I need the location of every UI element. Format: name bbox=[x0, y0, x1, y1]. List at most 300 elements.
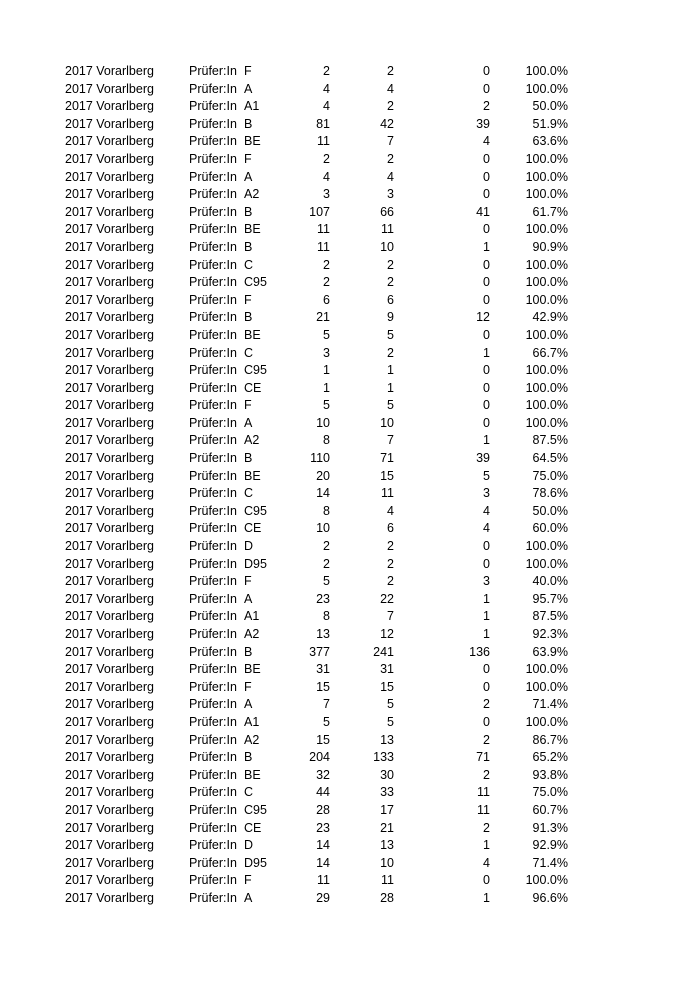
table-row bbox=[0, 661, 700, 679]
pass-rate-cell: 100.0% bbox=[525, 169, 568, 184]
class-cell: F bbox=[244, 398, 252, 413]
failed-count-cell: 2 bbox=[483, 820, 490, 835]
role-cell: Prüfer:In bbox=[189, 151, 237, 166]
total-count-cell: 4 bbox=[323, 99, 330, 114]
total-count-cell: 3 bbox=[323, 345, 330, 360]
role-cell: Prüfer:In bbox=[189, 785, 237, 800]
class-cell: A2 bbox=[244, 627, 260, 641]
table-row bbox=[0, 98, 700, 116]
role-cell: Prüfer:In bbox=[189, 574, 237, 589]
passed-count-cell: 2 bbox=[387, 574, 394, 589]
pass-rate-cell: 50.0% bbox=[532, 99, 568, 114]
table-row bbox=[0, 872, 700, 890]
table-row bbox=[0, 802, 700, 820]
failed-count-cell: 1 bbox=[483, 239, 490, 254]
total-count-cell: 23 bbox=[316, 591, 330, 606]
class-cell: B bbox=[244, 116, 253, 131]
failed-count-cell: 1 bbox=[483, 345, 490, 360]
table-row bbox=[0, 345, 700, 363]
class-cell: C bbox=[244, 486, 254, 501]
pass-rate-cell: 61.7% bbox=[532, 204, 568, 219]
class-cell: C95 bbox=[244, 802, 267, 817]
region-cell: 2017 Vorarlberg bbox=[65, 151, 154, 166]
region-cell: 2017 Vorarlberg bbox=[65, 873, 154, 888]
failed-count-cell: 0 bbox=[483, 363, 490, 378]
total-count-cell: 28 bbox=[316, 802, 330, 817]
pass-rate-cell: 60.7% bbox=[532, 802, 568, 817]
total-count-cell: 110 bbox=[310, 451, 330, 466]
failed-count-cell: 4 bbox=[483, 134, 490, 149]
failed-count-cell: 41 bbox=[476, 204, 490, 219]
total-count-cell: 2 bbox=[323, 257, 330, 272]
table-row bbox=[0, 468, 700, 486]
table-row bbox=[0, 204, 700, 222]
failed-count-cell: 2 bbox=[483, 99, 490, 114]
passed-count-cell: 4 bbox=[387, 169, 394, 184]
passed-count-cell: 7 bbox=[387, 134, 394, 149]
role-cell: Prüfer:In bbox=[189, 116, 237, 131]
class-cell: D95 bbox=[244, 855, 267, 870]
failed-count-cell: 4 bbox=[483, 855, 490, 870]
region-cell: 2017 Vorarlberg bbox=[65, 820, 154, 835]
role-cell: Prüfer:In bbox=[189, 890, 237, 905]
region-cell: 2017 Vorarlberg bbox=[65, 292, 154, 307]
table-row bbox=[0, 538, 700, 556]
region-cell: 2017 Vorarlberg bbox=[65, 451, 154, 466]
failed-count-cell: 0 bbox=[483, 539, 490, 554]
region-cell: 2017 Vorarlberg bbox=[65, 310, 154, 325]
region-cell: 2017 Vorarlberg bbox=[65, 398, 154, 413]
class-cell: A bbox=[244, 591, 253, 606]
passed-count-cell: 66 bbox=[380, 204, 394, 219]
class-cell: C bbox=[244, 345, 254, 360]
passed-count-cell: 28 bbox=[380, 890, 394, 905]
passed-count-cell: 7 bbox=[387, 609, 394, 624]
failed-count-cell: 1 bbox=[483, 838, 490, 853]
table-row bbox=[0, 732, 700, 750]
role-cell: Prüfer:In bbox=[189, 750, 237, 765]
failed-count-cell: 0 bbox=[483, 380, 490, 395]
class-cell: A1 bbox=[244, 99, 260, 114]
table-row bbox=[0, 63, 700, 81]
passed-count-cell: 31 bbox=[380, 662, 394, 677]
region-cell: 2017 Vorarlberg bbox=[65, 591, 154, 606]
passed-count-cell: 2 bbox=[387, 257, 394, 272]
table-row bbox=[0, 608, 700, 626]
failed-count-cell: 39 bbox=[476, 116, 490, 131]
total-count-cell: 8 bbox=[323, 503, 330, 518]
table-row bbox=[0, 767, 700, 785]
passed-count-cell: 6 bbox=[387, 292, 394, 307]
table-row bbox=[0, 890, 700, 908]
total-count-cell: 11 bbox=[317, 134, 330, 149]
region-cell: 2017 Vorarlberg bbox=[65, 662, 154, 677]
table-row bbox=[0, 186, 700, 204]
class-cell: CE bbox=[244, 521, 262, 536]
table-row bbox=[0, 292, 700, 310]
failed-count-cell: 0 bbox=[483, 292, 490, 307]
class-cell: A2 bbox=[244, 187, 260, 202]
table-row bbox=[0, 309, 700, 327]
pass-rate-cell: 100.0% bbox=[525, 187, 568, 202]
passed-count-cell: 241 bbox=[373, 644, 394, 659]
table-row bbox=[0, 626, 700, 644]
pass-rate-cell: 96.6% bbox=[532, 890, 568, 905]
table-row bbox=[0, 837, 700, 855]
region-cell: 2017 Vorarlberg bbox=[65, 714, 154, 729]
class-cell: D bbox=[244, 539, 254, 554]
table-row bbox=[0, 573, 700, 591]
total-count-cell: 81 bbox=[316, 116, 330, 131]
total-count-cell: 32 bbox=[316, 767, 330, 782]
class-cell: CE bbox=[244, 380, 262, 395]
total-count-cell: 11 bbox=[317, 239, 330, 254]
class-cell: BE bbox=[244, 468, 261, 483]
region-cell: 2017 Vorarlberg bbox=[65, 275, 154, 290]
role-cell: Prüfer:In bbox=[189, 451, 237, 466]
pass-rate-cell: 100.0% bbox=[525, 398, 568, 413]
passed-count-cell: 2 bbox=[387, 151, 394, 166]
table-row bbox=[0, 855, 700, 873]
failed-count-cell: 0 bbox=[483, 679, 490, 694]
passed-count-cell: 4 bbox=[387, 81, 394, 96]
failed-count-cell: 1 bbox=[483, 890, 490, 905]
role-cell: Prüfer:In bbox=[189, 310, 237, 325]
class-cell: A1 bbox=[244, 609, 260, 624]
total-count-cell: 15 bbox=[316, 679, 330, 694]
class-cell: B bbox=[244, 451, 253, 466]
pass-rate-cell: 100.0% bbox=[525, 679, 568, 694]
table-row bbox=[0, 116, 700, 134]
passed-count-cell: 2 bbox=[387, 275, 394, 290]
pass-rate-cell: 100.0% bbox=[525, 275, 568, 290]
table-row bbox=[0, 520, 700, 538]
total-count-cell: 4 bbox=[323, 81, 330, 96]
total-count-cell: 2 bbox=[323, 556, 330, 571]
total-count-cell: 21 bbox=[316, 310, 330, 325]
role-cell: Prüfer:In bbox=[189, 732, 237, 747]
pass-rate-cell: 100.0% bbox=[525, 539, 568, 554]
total-count-cell: 5 bbox=[323, 714, 330, 729]
region-cell: 2017 Vorarlberg bbox=[65, 380, 154, 395]
role-cell: Prüfer:In bbox=[189, 486, 237, 501]
total-count-cell: 29 bbox=[316, 890, 330, 905]
table-row bbox=[0, 362, 700, 380]
pass-rate-cell: 100.0% bbox=[525, 222, 568, 237]
failed-count-cell: 0 bbox=[483, 662, 490, 677]
table-row bbox=[0, 151, 700, 169]
passed-count-cell: 9 bbox=[387, 310, 394, 325]
failed-count-cell: 2 bbox=[483, 697, 490, 712]
pass-rate-cell: 100.0% bbox=[525, 151, 568, 166]
total-count-cell: 2 bbox=[323, 539, 330, 554]
class-cell: F bbox=[244, 151, 252, 166]
total-count-cell: 20 bbox=[316, 468, 330, 483]
table-row bbox=[0, 81, 700, 99]
total-count-cell: 31 bbox=[316, 662, 330, 677]
role-cell: Prüfer:In bbox=[189, 521, 237, 536]
passed-count-cell: 11 bbox=[381, 222, 394, 237]
total-count-cell: 5 bbox=[323, 327, 330, 342]
table-row bbox=[0, 714, 700, 732]
role-cell: Prüfer:In bbox=[189, 609, 237, 624]
role-cell: Prüfer:In bbox=[189, 398, 237, 413]
passed-count-cell: 1 bbox=[387, 380, 394, 395]
total-count-cell: 13 bbox=[316, 627, 330, 641]
passed-count-cell: 11 bbox=[381, 486, 394, 501]
failed-count-cell: 0 bbox=[483, 169, 490, 184]
passed-count-cell: 1 bbox=[387, 363, 394, 378]
pass-rate-cell: 51.9% bbox=[532, 116, 568, 131]
class-cell: CE bbox=[244, 820, 262, 835]
pass-rate-cell: 92.9% bbox=[532, 838, 568, 853]
role-cell: Prüfer:In bbox=[189, 855, 237, 870]
passed-count-cell: 30 bbox=[380, 767, 394, 782]
pass-rate-cell: 100.0% bbox=[525, 292, 568, 307]
region-cell: 2017 Vorarlberg bbox=[65, 81, 154, 96]
class-cell: C bbox=[244, 257, 254, 272]
failed-count-cell: 1 bbox=[483, 591, 490, 606]
role-cell: Prüfer:In bbox=[189, 81, 237, 96]
passed-count-cell: 3 bbox=[387, 187, 394, 202]
region-cell: 2017 Vorarlberg bbox=[65, 802, 154, 817]
total-count-cell: 107 bbox=[309, 204, 330, 219]
region-cell: 2017 Vorarlberg bbox=[65, 679, 154, 694]
class-cell: A1 bbox=[244, 714, 260, 729]
table-row bbox=[0, 327, 700, 345]
role-cell: Prüfer:In bbox=[189, 222, 237, 237]
class-cell: B bbox=[244, 644, 253, 659]
pass-rate-cell: 100.0% bbox=[525, 714, 568, 729]
class-cell: BE bbox=[244, 767, 261, 782]
role-cell: Prüfer:In bbox=[189, 468, 237, 483]
total-count-cell: 11 bbox=[317, 873, 330, 888]
region-cell: 2017 Vorarlberg bbox=[65, 116, 154, 131]
table-row bbox=[0, 696, 700, 714]
role-cell: Prüfer:In bbox=[189, 838, 237, 853]
role-cell: Prüfer:In bbox=[189, 134, 237, 149]
role-cell: Prüfer:In bbox=[189, 539, 237, 554]
passed-count-cell: 17 bbox=[380, 802, 394, 817]
passed-count-cell: 13 bbox=[380, 732, 394, 747]
failed-count-cell: 12 bbox=[476, 310, 490, 325]
failed-count-cell: 0 bbox=[483, 151, 490, 166]
role-cell: Prüfer:In bbox=[189, 64, 237, 78]
table-row bbox=[0, 432, 700, 450]
passed-count-cell: 5 bbox=[387, 697, 394, 712]
total-count-cell: 23 bbox=[316, 820, 330, 835]
table-row bbox=[0, 820, 700, 838]
region-cell: 2017 Vorarlberg bbox=[65, 169, 154, 184]
region-cell: 2017 Vorarlberg bbox=[65, 415, 154, 430]
table-row bbox=[0, 679, 700, 697]
passed-count-cell: 15 bbox=[380, 679, 394, 694]
pass-rate-cell: 100.0% bbox=[525, 327, 568, 342]
pass-rate-cell: 100.0% bbox=[525, 380, 568, 395]
table-row bbox=[0, 169, 700, 187]
class-cell: F bbox=[244, 574, 252, 589]
failed-count-cell: 2 bbox=[483, 767, 490, 782]
pass-rate-cell: 42.9% bbox=[532, 310, 568, 325]
region-cell: 2017 Vorarlberg bbox=[65, 855, 154, 870]
total-count-cell: 10 bbox=[316, 415, 330, 430]
pass-rate-cell: 90.9% bbox=[532, 239, 568, 254]
total-count-cell: 1 bbox=[323, 363, 330, 378]
failed-count-cell: 1 bbox=[483, 433, 490, 448]
class-cell: A bbox=[244, 169, 253, 184]
region-cell: 2017 Vorarlberg bbox=[65, 767, 154, 782]
region-cell: 2017 Vorarlberg bbox=[65, 785, 154, 800]
total-count-cell: 2 bbox=[323, 64, 330, 78]
pass-rate-cell: 100.0% bbox=[525, 81, 568, 96]
failed-count-cell: 11 bbox=[477, 785, 490, 800]
region-cell: 2017 Vorarlberg bbox=[65, 433, 154, 448]
failed-count-cell: 0 bbox=[483, 398, 490, 413]
role-cell: Prüfer:In bbox=[189, 591, 237, 606]
total-count-cell: 14 bbox=[316, 855, 330, 870]
region-cell: 2017 Vorarlberg bbox=[65, 838, 154, 853]
table-row bbox=[0, 503, 700, 521]
passed-count-cell: 21 bbox=[380, 820, 394, 835]
pass-rate-cell: 100.0% bbox=[525, 64, 568, 78]
role-cell: Prüfer:In bbox=[189, 679, 237, 694]
region-cell: 2017 Vorarlberg bbox=[65, 750, 154, 765]
total-count-cell: 2 bbox=[323, 275, 330, 290]
class-cell: F bbox=[244, 64, 252, 78]
total-count-cell: 8 bbox=[323, 609, 330, 624]
region-cell: 2017 Vorarlberg bbox=[65, 134, 154, 149]
passed-count-cell: 33 bbox=[380, 785, 394, 800]
passed-count-cell: 10 bbox=[380, 855, 394, 870]
total-count-cell: 4 bbox=[323, 169, 330, 184]
table-row bbox=[0, 397, 700, 415]
total-count-cell: 8 bbox=[323, 433, 330, 448]
role-cell: Prüfer:In bbox=[189, 433, 237, 448]
pass-rate-cell: 93.8% bbox=[532, 767, 568, 782]
class-cell: A bbox=[244, 890, 253, 905]
class-cell: F bbox=[244, 292, 252, 307]
failed-count-cell: 1 bbox=[483, 609, 490, 624]
passed-count-cell: 2 bbox=[387, 556, 394, 571]
region-cell: 2017 Vorarlberg bbox=[65, 697, 154, 712]
passed-count-cell: 7 bbox=[387, 433, 394, 448]
total-count-cell: 11 bbox=[317, 222, 330, 237]
pass-rate-cell: 40.0% bbox=[532, 574, 568, 589]
passed-count-cell: 2 bbox=[387, 539, 394, 554]
role-cell: Prüfer:In bbox=[189, 627, 237, 641]
total-count-cell: 377 bbox=[309, 644, 330, 659]
total-count-cell: 204 bbox=[309, 750, 330, 765]
total-count-cell: 2 bbox=[323, 151, 330, 166]
region-cell: 2017 Vorarlberg bbox=[65, 486, 154, 501]
passed-count-cell: 42 bbox=[380, 116, 394, 131]
role-cell: Prüfer:In bbox=[189, 380, 237, 395]
passed-count-cell: 6 bbox=[387, 521, 394, 536]
region-cell: 2017 Vorarlberg bbox=[65, 609, 154, 624]
passed-count-cell: 22 bbox=[380, 591, 394, 606]
failed-count-cell: 0 bbox=[483, 714, 490, 729]
pass-rate-cell: 100.0% bbox=[525, 257, 568, 272]
failed-count-cell: 0 bbox=[483, 222, 490, 237]
pass-rate-cell: 75.0% bbox=[532, 468, 568, 483]
table-row bbox=[0, 644, 700, 662]
region-cell: 2017 Vorarlberg bbox=[65, 239, 154, 254]
role-cell: Prüfer:In bbox=[189, 767, 237, 782]
failed-count-cell: 0 bbox=[483, 415, 490, 430]
class-cell: C95 bbox=[244, 503, 267, 518]
role-cell: Prüfer:In bbox=[189, 204, 237, 219]
pass-rate-cell: 64.5% bbox=[532, 451, 568, 466]
class-cell: F bbox=[244, 679, 252, 694]
table-row bbox=[0, 591, 700, 609]
class-cell: BE bbox=[244, 134, 261, 149]
passed-count-cell: 4 bbox=[387, 503, 394, 518]
role-cell: Prüfer:In bbox=[189, 187, 237, 202]
total-count-cell: 15 bbox=[316, 732, 330, 747]
role-cell: Prüfer:In bbox=[189, 697, 237, 712]
role-cell: Prüfer:In bbox=[189, 363, 237, 378]
pass-rate-cell: 100.0% bbox=[525, 662, 568, 677]
region-cell: 2017 Vorarlberg bbox=[65, 204, 154, 219]
class-cell: BE bbox=[244, 222, 261, 237]
class-cell: BE bbox=[244, 662, 261, 677]
failed-count-cell: 3 bbox=[483, 574, 490, 589]
passed-count-cell: 133 bbox=[373, 750, 394, 765]
region-cell: 2017 Vorarlberg bbox=[65, 99, 154, 114]
failed-count-cell: 2 bbox=[483, 732, 490, 747]
failed-count-cell: 0 bbox=[483, 81, 490, 96]
passed-count-cell: 5 bbox=[387, 714, 394, 729]
class-cell: B bbox=[244, 310, 253, 325]
failed-count-cell: 0 bbox=[483, 257, 490, 272]
class-cell: A2 bbox=[244, 433, 260, 448]
region-cell: 2017 Vorarlberg bbox=[65, 222, 154, 237]
class-cell: C bbox=[244, 785, 254, 800]
role-cell: Prüfer:In bbox=[189, 327, 237, 342]
pass-rate-cell: 87.5% bbox=[532, 433, 568, 448]
data-table bbox=[0, 63, 700, 908]
passed-count-cell: 2 bbox=[387, 99, 394, 114]
failed-count-cell: 5 bbox=[483, 468, 490, 483]
class-cell: B bbox=[244, 239, 253, 254]
passed-count-cell: 10 bbox=[380, 415, 394, 430]
region-cell: 2017 Vorarlberg bbox=[65, 521, 154, 536]
failed-count-cell: 0 bbox=[483, 64, 490, 78]
total-count-cell: 5 bbox=[323, 574, 330, 589]
class-cell: A bbox=[244, 81, 253, 96]
pass-rate-cell: 65.2% bbox=[532, 750, 568, 765]
pass-rate-cell: 87.5% bbox=[532, 609, 568, 624]
role-cell: Prüfer:In bbox=[189, 503, 237, 518]
region-cell: 2017 Vorarlberg bbox=[65, 627, 154, 641]
class-cell: C95 bbox=[244, 275, 267, 290]
class-cell: A bbox=[244, 415, 253, 430]
passed-count-cell: 2 bbox=[387, 64, 394, 78]
failed-count-cell: 0 bbox=[483, 187, 490, 202]
failed-count-cell: 4 bbox=[483, 521, 490, 536]
pass-rate-cell: 63.9% bbox=[532, 644, 568, 659]
region-cell: 2017 Vorarlberg bbox=[65, 503, 154, 518]
table-row bbox=[0, 784, 700, 802]
pass-rate-cell: 63.6% bbox=[532, 134, 568, 149]
total-count-cell: 44 bbox=[316, 785, 330, 800]
passed-count-cell: 12 bbox=[380, 627, 394, 641]
passed-count-cell: 2 bbox=[387, 345, 394, 360]
pass-rate-cell: 66.7% bbox=[532, 345, 568, 360]
role-cell: Prüfer:In bbox=[189, 662, 237, 677]
role-cell: Prüfer:In bbox=[189, 714, 237, 729]
pass-rate-cell: 92.3% bbox=[532, 627, 568, 641]
